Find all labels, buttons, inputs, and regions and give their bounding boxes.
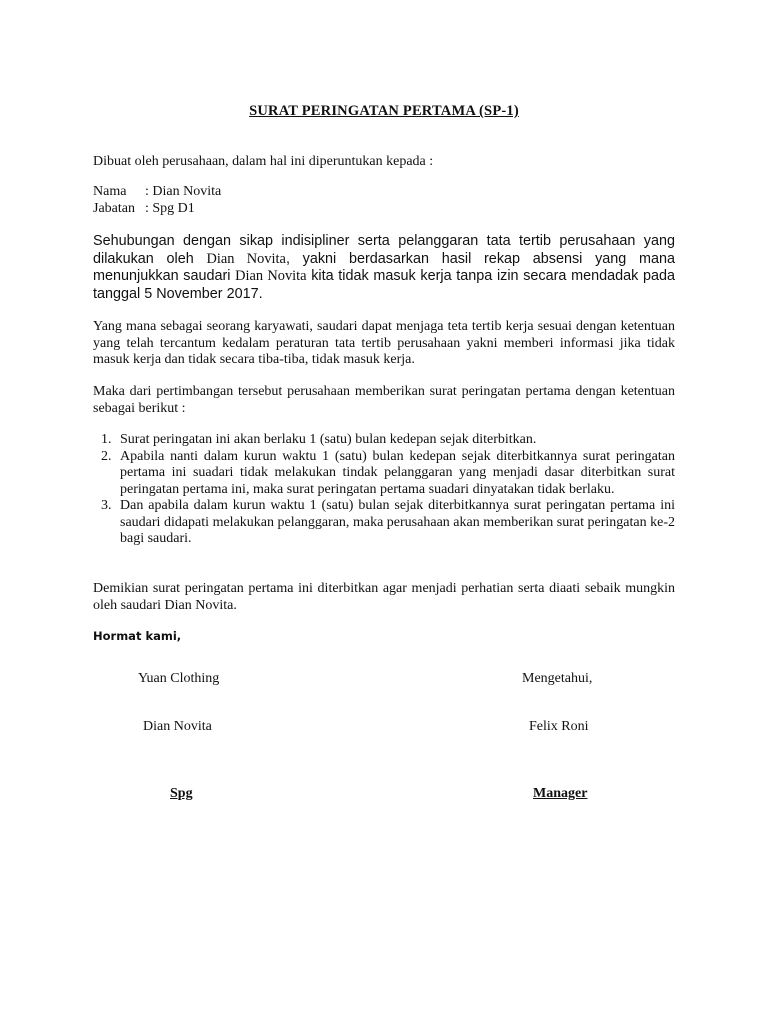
list-item [93,449,675,499]
field-jabatan-value: : Spg D1 [145,201,195,216]
mengetahui-label: Mengetahui, [522,671,593,686]
field-jabatan-label: Jabatan [93,201,135,216]
signer-left-name [143,719,212,735]
list-item-text: Dan apabila dalam kurun waktu 1 (satu) bulan sejak diterbitkannya surat peringatan pertama ini saudari didapati melakukan pelanggaran, maka perusahaan akan memberikan surat peringatan ke-2 bagi saudari. [120,498,675,546]
signer-right-position: Manager [533,786,588,801]
list-item-number: 3. [101,498,112,513]
list-item-number: 1. [101,432,112,447]
list-item-text: Apabila nanti dalam kurun waktu 1 (satu) bulan kedepan sejak diterbitkannya surat peringatan pertama ini suadari tidak melakukan tindak pelanggaran yang menjadi dasar diterbitkan surat peringatan pertama ini, maka surat peringatan pertama suadari dinyatakan tidak berlaku. [120,448,675,497]
paragraph-1-name: Dian Novita [206,250,286,267]
hormat-kami: Hormat kami, [93,629,182,643]
field-nama [93,183,221,200]
intro-text: Dibuat oleh perusahaan, dalam hal ini diperuntukan kepada : [93,154,434,169]
paragraph-1-part-b: , yakni berdasarkan hasil rekap absensi yang mana menunjukkan saudari [93,250,675,284]
field-nama-value: : Dian Novita [145,184,222,199]
field-nama-label: Nama [93,184,127,199]
paragraph-2: Yang mana sebagai seorang karyawati, saudari dapat menjaga teta tertib kerja sesuai dengan ketentuan yang telah tercantum kedalam peraturan tata tertib perusahaan yakni memberi informasi jika tidak masuk kerja dan tidak secara tiba-tiba, tidak masuk kerja. [93,319,675,367]
paragraph-1 [93,233,675,303]
paragraph-1-part-a: Sehubungan dengan sikap indisipliner serta pelanggaran tata tertib perusahaan yang dilakukan oleh [93,233,675,267]
list-item-text: Surat peringatan ini akan berlaku 1 (satu) bulan kedepan sejak diterbitkan. [120,432,537,447]
signer-left-name-text: Dian Novita [143,719,212,734]
closing-text: Demikian surat peringatan pertama ini diterbitkan agar menjadi perhatian serta diaati sebaik mungkin oleh saudari Dian Novita. [93,581,675,613]
paragraph-3: Maka dari pertimbangan tersebut perusahaan memberikan surat peringatan pertama dengan ketentuan sebagai berikut : [93,384,675,416]
paragraph-1-name-2: Dian Novita [235,268,307,284]
list-item-number: 2. [101,448,112,464]
signer-left-position: Spg [170,786,193,801]
signer-right-name: Felix Roni [529,719,589,734]
letter-title: SURAT PERINGATAN PERTAMA (SP-1) [249,103,519,119]
list-item [93,432,675,449]
list-item [93,498,675,548]
paragraph-1-part-c: kita tidak masuk kerja tanpa izin secara mendadak pada tanggal 5 November 2017. [93,268,675,302]
terms-list [93,432,675,548]
field-jabatan [93,200,195,217]
company-name: Yuan Clothing [138,671,220,686]
